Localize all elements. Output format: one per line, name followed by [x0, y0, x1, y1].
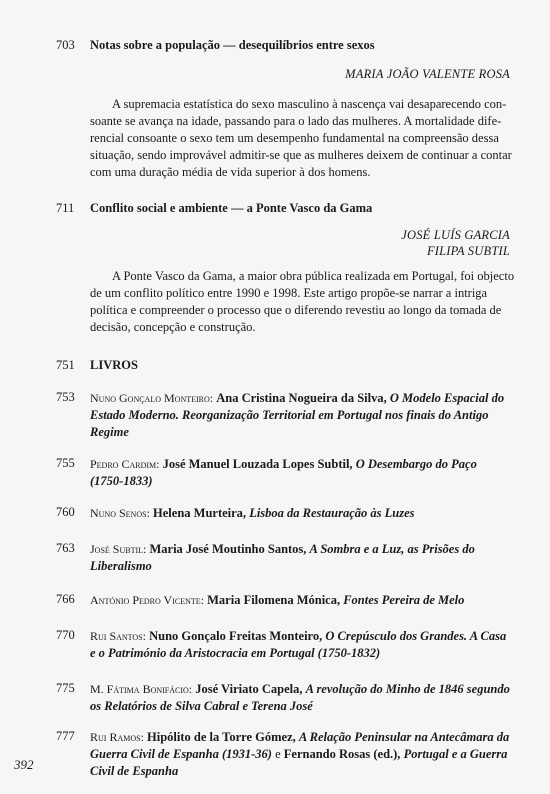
review-book-title: A Relação Peninsular na Antecâmara da Guerra Civil de Espanha (1931-36) — [90, 730, 510, 761]
abstract-line: de um conflito político entre 1990 e 1998. Este artigo propõe-se narrar a intriga — [90, 286, 488, 300]
review-book-title: O Modelo Espacial do Estado Moderno. Reorganização Territorial em Portugal nos finais do Antigo Regime — [90, 391, 505, 439]
review-page-number: 755 — [56, 456, 75, 470]
review-entry — [90, 390, 510, 441]
article-page-number: 711 — [56, 201, 75, 215]
review-book-author: Fernando Rosas (ed.), — [283, 747, 401, 761]
review-page-number: 777 — [56, 729, 75, 743]
abstract-line: política e compreender o processo que o diferendo revestiu ao longo da tomada de — [90, 303, 502, 317]
review-entry — [90, 729, 510, 780]
review-book-title: A Sombra e a Luz, as Prisões do Liberalismo — [90, 542, 475, 573]
review-book-author: Helena Murteira, — [153, 506, 247, 520]
abstract-line: rencial consoante o sexo tem um desempenho fundamental na compreensão dessa — [90, 131, 499, 145]
review-book-author: Maria José Moutinho Santos, — [149, 542, 307, 556]
review-page-number: 753 — [56, 390, 75, 404]
review-reviewer: Rui Santos: — [90, 629, 146, 643]
review-reviewer: Rui Ramos: — [90, 730, 144, 744]
review-reviewer: M. Fátima Bonifácio: — [90, 682, 193, 696]
review-book-title: Lisboa da Restauração às Luzes — [249, 506, 415, 520]
section-page-number: 751 — [56, 358, 75, 372]
article-title: Conflito social e ambiente — a Ponte Vasco da Gama — [90, 201, 373, 215]
review-entry — [90, 505, 510, 522]
review-book-title: O Crepúsculo dos Grandes. A Casa e o Património da Aristocracia em Portugal (1750-1832) — [90, 629, 507, 660]
abstract-line: A supremacia estatística do sexo masculino à nascença vai desaparecendo con- — [112, 97, 507, 111]
article-abstract — [90, 268, 515, 336]
review-reviewer: Pedro Cardim: — [90, 457, 160, 471]
review-book-title: O Desembargo do Paço (1750-1833) — [90, 457, 477, 488]
review-book-author: Nuno Gonçalo Freitas Monteiro, — [149, 629, 323, 643]
article-author: FILIPA SUBTIL — [426, 244, 510, 258]
review-reviewer: António Pedro Vicente: — [90, 593, 204, 607]
review-entry — [90, 628, 510, 662]
review-entry — [90, 592, 510, 609]
article-abstract — [90, 96, 510, 181]
abstract-line: decisão, concepção e construção. — [90, 320, 256, 334]
review-reviewer: José Subtil: — [90, 542, 147, 556]
review-book-author: José Manuel Louzada Lopes Subtil, — [162, 457, 353, 471]
review-book-author: Maria Filomena Mónica, — [207, 593, 341, 607]
abstract-line: soante se avança na idade, passando para o lado das mulheres. A mortalidade dife- — [90, 114, 502, 128]
review-book-title: Portugal e a Guerra Civil de Espanha — [90, 747, 508, 778]
abstract-line: situação, sendo improvável admitir-se que as mulheres deixem de continuar a contar — [90, 148, 512, 162]
article-title: Notas sobre a população — desequilíbrios entre sexos — [90, 38, 375, 52]
review-reviewer: Nuno Senos: — [90, 506, 150, 520]
abstract-line: com uma duração média de vida superior à dos homens. — [90, 165, 371, 179]
review-page-number: 770 — [56, 628, 75, 642]
review-conjunction: e — [275, 747, 281, 761]
review-page-number: 775 — [56, 681, 75, 695]
review-page-number: 766 — [56, 592, 75, 606]
review-entry — [90, 681, 510, 715]
review-page-number: 763 — [56, 541, 75, 555]
review-entry — [90, 456, 510, 490]
article-author: MARIA JOÃO VALENTE ROSA — [345, 67, 510, 81]
article-page-number: 703 — [56, 38, 75, 52]
review-book-title: A revolução do Minho de 1846 segundo os Relatórios de Silva Cabral e Terena José — [90, 682, 510, 713]
article-author: JOSÉ LUÍS GARCIA — [401, 228, 510, 242]
page-number: 392 — [14, 757, 34, 772]
review-book-author: Hipólito de la Torre Gómez, — [147, 730, 296, 744]
review-page-number: 760 — [56, 505, 75, 519]
review-book-author: José Viriato Capela, — [195, 682, 303, 696]
abstract-line: A Ponte Vasco da Gama, a maior obra pública realizada em Portugal, foi objecto — [112, 269, 515, 283]
review-entry — [90, 541, 510, 575]
review-book-title: Fontes Pereira de Melo — [343, 593, 465, 607]
section-title: LIVROS — [90, 358, 138, 372]
review-reviewer: Nuno Gonçalo Monteiro: — [90, 391, 214, 405]
review-book-author: Ana Cristina Nogueira da Silva, — [216, 391, 387, 405]
